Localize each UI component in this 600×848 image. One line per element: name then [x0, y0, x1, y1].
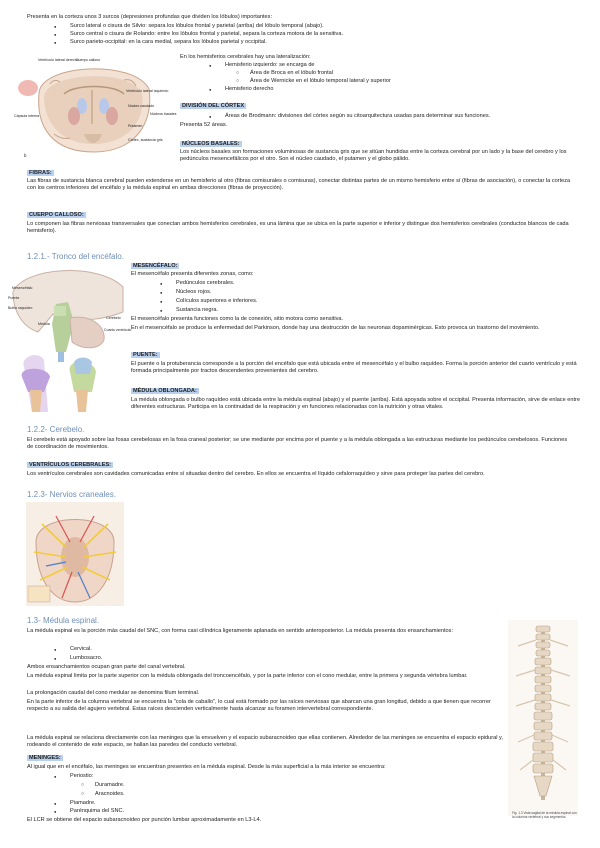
- basal-title: NÚCLEOS BASALES:: [182, 141, 240, 147]
- mes-p1: El mesencéfalo presenta funciones como la de conexión, sitio motora como sensitiva.: [131, 316, 344, 322]
- calloso-text: Lo componen las fibras nerviosas transversales que conectan ambos hemisferios cerebrales, es una lámina que se ubica en la parte superior e inferior y distingue dos hemisferios cerebrales (conductos blancos de cada hemisferio).: [27, 221, 569, 235]
- mes-intro: El mesencéfalo presenta diferentes zonas, como:: [131, 271, 254, 277]
- list-item: ● Pedúnculos cerebrales.: [176, 280, 234, 287]
- list-item: ● Hemisferio izquierdo: se encarga de: [225, 62, 315, 69]
- medula-final: El LCR se obtiene del espacio subaracnoideo por punción lumbar aproximadamente en L3-L4.: [27, 817, 262, 823]
- puente-text: El puente o la protuberancia corresponde a la porción del encéfalo que está ubicada entre el mesencéfalo y el bulbo raquídeo. Forma la porción anterior del cuarto ventrículo y está formada principalmente por tractos descendentes provenientes del cerebro.: [131, 361, 577, 375]
- fig-label: Córtex, sustancia gris: [128, 138, 163, 142]
- cerebelo-text: El cerebelo está apoyado sobre las fosas cerebelosas en la fosa craneal posterior; se une mediante por encima por el puente y a la médula oblongada a las estructuras mediante los pedúnculos cerebelosos. Funciones de coordinación de movimientos.: [27, 437, 568, 451]
- list-item: ● Periostio:: [70, 773, 93, 780]
- division-title: DIVISIÓN DEL CÓRTEX: [182, 103, 245, 109]
- fibras-title: FIBRAS:: [29, 170, 52, 176]
- calloso-title: CUERPO CALLOSO:: [29, 212, 84, 218]
- fig-label: Médula: [38, 322, 50, 326]
- spine-caption: Fig. 1.3 Vista sagital de la médula espinal con la columna vertebral y sus segmentos: [512, 811, 577, 819]
- section-heading: 1.2.2- Cerebelo.: [27, 425, 85, 434]
- fig-label: Ventrículo lateral derecho: [38, 58, 79, 62]
- spinal-column-figure: [508, 620, 578, 816]
- section-heading: 1.3- Médula espinal.: [27, 616, 100, 625]
- list-item: ● Piamadre.: [70, 800, 96, 807]
- list-item: ● Parénquima del SNC.: [70, 808, 124, 815]
- section-heading: 1.2.1.- Tronco del encéfalo.: [27, 252, 124, 261]
- medula-p1: La médula espinal es la porción más caudal del SNC, con forma casi cilíndrica ligeramente aplanada en sentido anteroposterior. La médula presenta dos ensanchamientos:: [27, 628, 453, 634]
- fig-label: Cerebelo: [106, 316, 121, 320]
- list-item: ● Colículos superiores e inferiores.: [176, 298, 257, 305]
- list-item: ● Hemisferio derecho: [225, 86, 274, 93]
- basal-text: Los núcleos basales son formaciones voluminosas de sustancia gris que se sitúan hundidas entre la corteza cerebral por un lado y la base del cerebro y los pedúnculos mesencefálicos por el otro. Son el núcleo caudado, el putamen y el globo pálido.: [180, 149, 567, 163]
- list-item: ● Surco central o cisura de Rolando: entre los lóbulos frontal y parietal, separa la corteza motora de la sensitiva.: [70, 31, 343, 38]
- section-heading: 1.2.3- Nervios craneales.: [27, 490, 116, 499]
- fig-label: Ventrículo lateral izquierdo: [126, 89, 169, 93]
- mes-p2: En el mesencéfalo se produce la enfermedad del Parkinson, donde hay una destrucción de las neuronas dopaminérgicas. Esto provoca un trastorno del movimiento.: [131, 325, 540, 331]
- fig-label: Cuerpo calloso: [76, 58, 100, 62]
- bulbo-text: La médula oblongada o bulbo raquídeo está ubicada entre la médula espinal (abajo) y el puente (arriba). Está apoyada sobre el occipital. Presenta información, sirve de enlace entre diferentes estructuras. Participa en la continuidad de la respiración y en funciones relacionadas con la nutrición y otras vitales.: [131, 397, 581, 411]
- list-item: ● Sustancia negra.: [176, 307, 218, 314]
- hemispheres-intro: En los hemisferios cerebrales hay una lateralización:: [180, 54, 311, 60]
- ventriculos-text: Los ventrículos cerebrales son cavidades comunicadas entre sí situadas dentro del cerebro. En ellos se encuentra el líquido cefalorraquídeo y sirve para proteger las partes del cerebro.: [27, 471, 485, 477]
- fig-label: b: [24, 153, 27, 158]
- bulbo-title: MÉDULA OBLONGADA:: [133, 388, 197, 394]
- puente-title: PUENTE:: [133, 352, 158, 358]
- cranial-nerves-figure: [26, 502, 124, 606]
- list-item: ○ Área de Wernicke en el lóbulo temporal lateral y superior: [250, 78, 391, 85]
- list-item: ● Cervical.: [70, 646, 92, 653]
- fig-label: Puente: [8, 296, 20, 300]
- sulci-intro: Presenta en la corteza unos 3 surcos (depresiones profundas que dividen los lóbulos) importantes:: [27, 14, 273, 20]
- fig-label: Bulbo raquídeo: [8, 306, 33, 310]
- fibras-text: Las fibras de sustancia blanca cerebral pueden extenderse en un hemisferio al otro (fibras comisurales o comisuras), conectar distintas partes de un mismo hemisferio entre sí (fibras de asociación), o conectar la corteza con los centros inferiores del encéfalo y la médula espinal en ambas direcciones (fibras de proyección).: [27, 178, 571, 192]
- mes-title: MESENCÉFALO:: [133, 263, 178, 269]
- medula-p6: La médula espinal se relaciona directamente con las meninges que la envuelven y el espacio subaracnoideo que ellas contienen. Alrededor de las meninges se encuentra el espacio epidural y, rodeando el contenido de este espacio, se hallan las paredes del conducto vertebral.: [27, 735, 503, 749]
- list-item: ● Núcleos rojos.: [176, 289, 211, 296]
- medula-p4: La prolongación caudal del cono medular se denomina filum terminal.: [27, 690, 200, 696]
- list-item: ● Surco lateral o cisura de Silvio: separa los lóbulos frontal y parietal (arriba) del lóbulo temporal (abajo).: [70, 23, 324, 30]
- medula-p5: En la parte inferior de la columna vertebral se encuentra la "cola de caballo", lo cual está formado por las raíces nerviosas que abarcan una gran longitud, debido a que tienen que recorrer respecto a su salida del agujero vertebral. Estas raíces descienden verticalmente hasta alcanzar su foramen intervertebral correspondiente.: [27, 699, 491, 713]
- meninges-title: MENINGES:: [29, 755, 61, 761]
- medula-p2: Ambos ensanchamientos ocupan gran parte del canal vertebral.: [27, 664, 186, 670]
- fig-label: Núcleo caudado: [128, 104, 154, 108]
- list-item: ○ Duramadre.: [95, 782, 125, 789]
- list-item: ○ Aracnoides.: [95, 791, 125, 798]
- ventriculos-title: VENTRÍCULOS CEREBRALES:: [29, 462, 112, 468]
- list-item: ● Surco parieto-occipital: en la cara medial, separa los lóbulos parietal y occipital.: [70, 39, 267, 46]
- fig-label: Cápsula interna: [14, 114, 40, 118]
- division-note: Presenta 52 áreas.: [180, 122, 228, 128]
- list-item: ● Lumbosacro.: [70, 655, 102, 662]
- meninges-intro: Al igual que en el encéfalo, las meninges se encuentran presentes en la médula espinal. Desde la más superficial a la más interior se encuentra:: [27, 764, 386, 770]
- coronal-brain-figure: [14, 54, 177, 162]
- medula-p3: La médula espinal limita por la parte superior con la médula oblongada del troncoencéfalo, y por la parte inferior con el cono medular, entre la primera y segunda vértebra lumbar.: [27, 673, 468, 679]
- fig-label: Mesencéfalo: [12, 286, 33, 290]
- fig-label: Putamen: [128, 124, 143, 128]
- list-item: ○ Área de Broca en el lóbulo frontal: [250, 70, 333, 77]
- fig-label: Cuarto ventrículo: [104, 328, 132, 332]
- list-item: ● Áreas de Brodmann: divisiones del córtex según su citoarquitectura usadas para determinar sus funciones.: [225, 113, 490, 120]
- fig-label: Núcleos basales: [150, 112, 177, 116]
